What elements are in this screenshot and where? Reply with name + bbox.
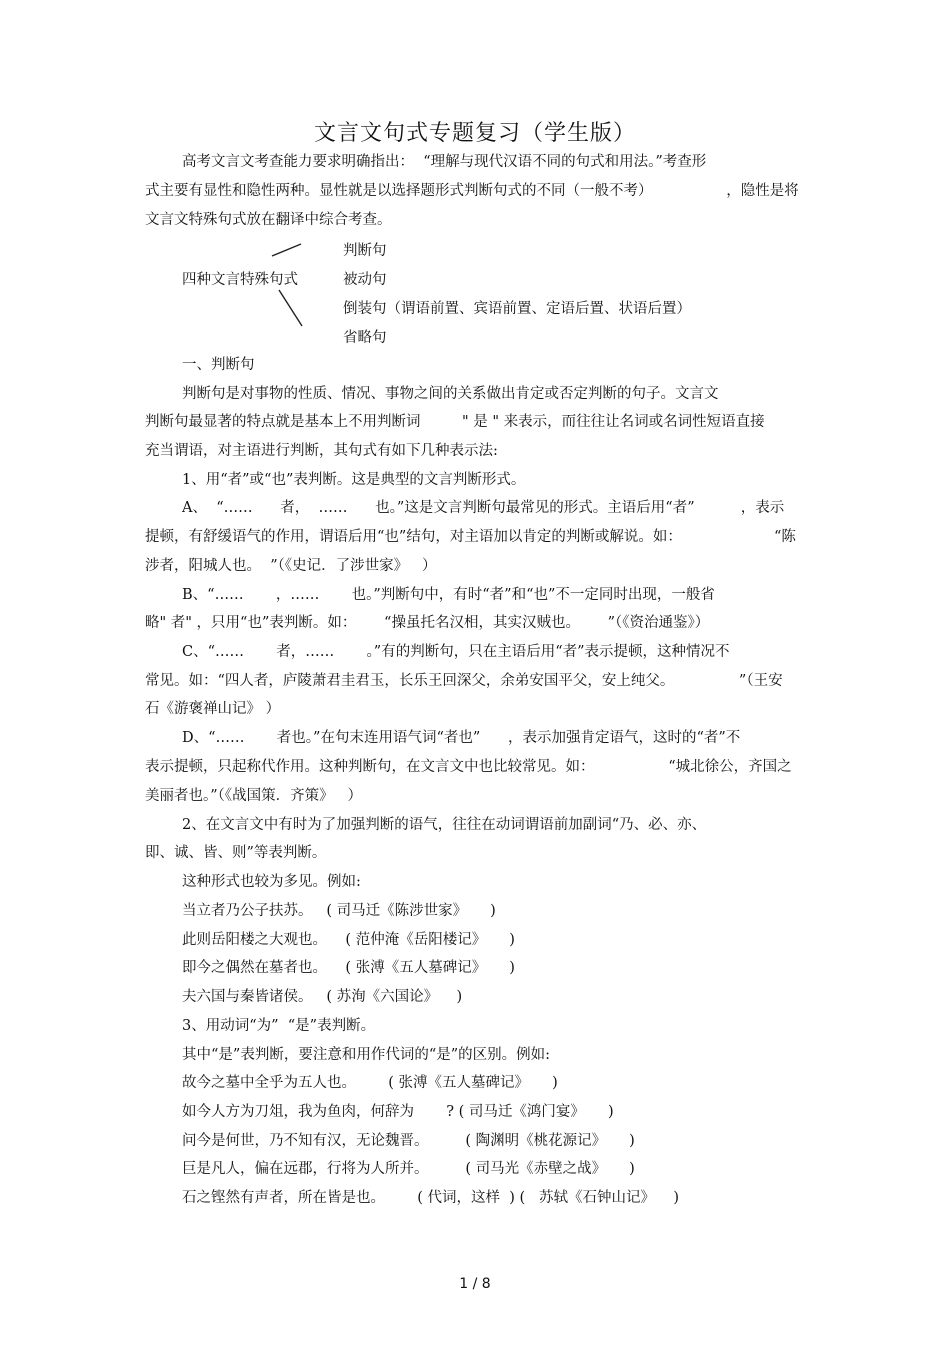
paragraph-line: 判断句最显著的特点就是基本上不用判断词 " 是 " 来表示，而往往让名词或名词性短语直接 [145, 414, 765, 430]
paragraph-line: 涉者，阳城人也。 ”（《史记．了涉世家》 ） [145, 558, 437, 574]
paragraph-line: C、“…… 者，…… 。”有的判断句，只在主语后用“者”表示提顿，这种情况不 [182, 644, 730, 660]
paragraph-line: 常见。如：“四人者，庐陵萧君圭君玉，长乐王回深父，余弟安国平父，安上纯父。 ”（王安 [145, 673, 783, 689]
document-title: 文言文句式专题复习（学生版） [313, 121, 636, 146]
schema-label: 四种文言特殊句式 [182, 272, 298, 288]
paragraph-line: 美丽者也。”（《战国策．齐策》 ） [145, 788, 362, 804]
intro-line: 文言文特殊句式放在翻译中综合考查。 [145, 212, 392, 228]
schema-item-passive: 被动句 [343, 272, 387, 288]
paragraph-line: 提顿，有舒缓语气的作用，谓语后用“也”结句，对主语加以肯定的判断或解说。如： “陈 [145, 529, 796, 545]
schema-item-omission: 省略句 [343, 330, 387, 346]
example-line: 即今之偶然在墓者也。 ( 张溥《五人墓碑记》 ) [182, 960, 515, 976]
example-line: 夫六国与秦皆诸侯。 ( 苏洵《六国论》 ) [182, 989, 463, 1005]
paragraph-line: 略" 者" ，只用“也”表判断。如： “操虽托名汉相，其实汉贼也。 ”（《资治通鉴》） [145, 615, 710, 631]
paragraph-line: B、“…… ，…… 也。”判断句中，有时“者”和“也”不一定同时出现，一般省 [182, 587, 715, 603]
example-line: 问今是何世，乃不知有汉，无论魏晋。 ( 陶渊明《桃花源记》 ) [182, 1133, 635, 1149]
intro-line: 式主要有显性和隐性两种。显性就是以选择题形式判断句式的不同（一般不考） ，隐性是将 [145, 183, 799, 199]
subheading-line: 1、用“者”或“也”表判断。这是典型的文言判断形式。 [182, 472, 526, 488]
paragraph-line: D、“…… 者也。”在句末连用语气词“者也” ，表示加强肯定语气，这时的“者”不 [182, 730, 741, 746]
paragraph-line: 即、诚、皆、则”等表判断。 [145, 845, 327, 861]
example-line: 故今之墓中全乎为五人也。 ( 张溥《五人墓碑记》 ) [182, 1075, 558, 1091]
example-line: 此则岳阳楼之大观也。 ( 范仲淹《岳阳楼记》 ) [182, 932, 515, 948]
paragraph-line: 其中“是”表判断，要注意和用作代词的“是”的区别。例如: [182, 1047, 551, 1063]
subheading-line: 3、用动词“为” “是”表判断。 [182, 1018, 376, 1034]
paragraph-line: 充当谓语，对主语进行判断，其句式有如下几种表示法: [145, 443, 498, 459]
paragraph-line: 石《游褒禅山记》 ） [145, 701, 281, 717]
paragraph-line: 判断句是对事物的性质、情况、事物之间的关系做出肯定或否定判断的句子。文言文 [182, 386, 719, 402]
schema-item-judgment: 判断句 [343, 243, 387, 259]
paragraph-line: A、 “…… 者， …… 也。”这是文言判断句最常见的形式。主语后用“者” ，表示 [182, 500, 785, 516]
section-heading: 一、判断句 [182, 357, 255, 373]
page-number: 1 / 8 [459, 1276, 491, 1292]
schema-item-inverted: 倒装句（谓语前置、宾语前置、定语后置、状语后置） [343, 301, 691, 317]
example-line: 如今人方为刀俎，我为鱼肉，何辞为 ? ( 司马迁《鸿门宴》 ) [182, 1104, 614, 1120]
paragraph-line: 表示提顿，只起称代作用。这种判断句，在文言文中也比较常见。如： “城北徐公，齐国之 [145, 759, 792, 775]
subheading-line: 2、在文言文中有时为了加强判断的语气，往往在动词谓语前加副词“乃、必、亦、 [182, 817, 707, 833]
example-line: 石之铿然有声者，所在皆是也。 ( 代词，这样 ) ( 苏轼《石钟山记》 ) [182, 1190, 680, 1206]
example-line: 当立者乃公子扶苏。 ( 司马迁《陈涉世家》 ) [182, 903, 496, 919]
paragraph-line: 这种形式也较为多见。例如: [182, 874, 361, 890]
intro-line: 高考文言文考查能力要求明确指出： “理解与现代汉语不同的句式和用法。”考查形 [182, 154, 707, 170]
example-line: 巨是凡人，偏在远郡，行将为人所并。 ( 司马光《赤壁之战》 ) [182, 1161, 635, 1177]
